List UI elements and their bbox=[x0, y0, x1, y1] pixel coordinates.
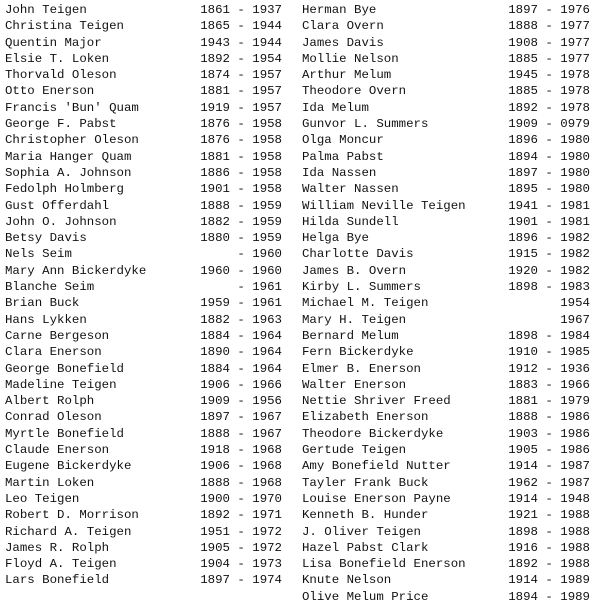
list-item bbox=[302, 279, 592, 295]
list-item bbox=[302, 83, 592, 99]
person-name: Nettie Shriver Freed bbox=[302, 394, 451, 409]
life-years: 1910 - 1985 bbox=[508, 345, 590, 360]
list-item bbox=[5, 458, 290, 474]
person-name: Fern Bickerdyke bbox=[302, 345, 414, 360]
person-name: Elmer B. Enerson bbox=[302, 361, 421, 376]
list-item bbox=[302, 328, 592, 344]
life-years: 1921 - 1988 bbox=[508, 508, 590, 523]
list-item bbox=[302, 540, 592, 556]
person-name: Walter Nassen bbox=[302, 182, 399, 197]
life-years: 1951 - 1972 bbox=[200, 524, 282, 539]
list-item bbox=[302, 230, 592, 246]
list-item bbox=[5, 2, 290, 18]
person-name: Quentin Major bbox=[5, 35, 102, 50]
person-name: Gertude Teigen bbox=[302, 443, 407, 458]
life-years: 1914 - 1989 bbox=[508, 573, 590, 588]
list-item bbox=[302, 67, 592, 83]
life-years: 1941 - 1981 bbox=[508, 198, 590, 213]
list-item bbox=[5, 409, 290, 425]
life-years: 1898 - 1983 bbox=[508, 280, 590, 295]
list-item bbox=[302, 409, 592, 425]
person-name: Theodore Overn bbox=[302, 84, 407, 99]
list-item bbox=[302, 458, 592, 474]
person-name: Ida Melum bbox=[302, 100, 369, 115]
list-item bbox=[5, 149, 290, 165]
person-name: Maria Hanger Quam bbox=[5, 149, 132, 164]
life-years: 1901 - 1958 bbox=[200, 182, 282, 197]
list-item bbox=[302, 377, 592, 393]
person-name: Hazel Pabst Clark bbox=[302, 540, 429, 555]
life-years: 1954 bbox=[560, 296, 590, 311]
person-name: Herman Bye bbox=[302, 3, 377, 17]
list-item bbox=[5, 442, 290, 458]
life-years: 1892 - 1954 bbox=[200, 51, 282, 66]
list-item bbox=[302, 181, 592, 197]
life-years: 1888 - 1967 bbox=[200, 426, 282, 441]
list-item bbox=[5, 230, 290, 246]
person-name: Carne Bergeson bbox=[5, 328, 110, 343]
life-years: 1892 - 1971 bbox=[200, 508, 282, 523]
list-item bbox=[302, 295, 592, 311]
list-item bbox=[302, 100, 592, 116]
life-years: 1898 - 1988 bbox=[508, 524, 590, 539]
list-item bbox=[5, 361, 290, 377]
person-name: Lars Bonefield bbox=[5, 573, 110, 588]
list-item bbox=[5, 540, 290, 556]
person-name: Floyd A. Teigen bbox=[5, 557, 117, 572]
life-years: 1888 - 1968 bbox=[200, 475, 282, 490]
list-item bbox=[5, 524, 290, 540]
list-item bbox=[5, 35, 290, 51]
life-years: 1888 - 1959 bbox=[200, 198, 282, 213]
list-item bbox=[302, 2, 592, 18]
life-years: 1903 - 1986 bbox=[508, 426, 590, 441]
person-name: Betsy Davis bbox=[5, 231, 87, 246]
person-name: Charlotte Davis bbox=[302, 247, 414, 262]
list-item bbox=[302, 344, 592, 360]
life-years: 1885 - 1978 bbox=[508, 84, 590, 99]
life-years: 1881 - 1957 bbox=[200, 84, 282, 99]
life-years: 1915 - 1982 bbox=[508, 247, 590, 262]
life-years: 1888 - 1986 bbox=[508, 410, 590, 425]
person-name: James R. Rolph bbox=[5, 540, 110, 555]
person-name: Lisa Bonefield Enerson bbox=[302, 557, 466, 572]
life-years: 1896 - 1982 bbox=[508, 231, 590, 246]
life-years: 1894 - 1980 bbox=[508, 149, 590, 164]
list-item bbox=[5, 83, 290, 99]
list-item bbox=[5, 279, 290, 295]
list-item bbox=[5, 556, 290, 572]
list-item bbox=[302, 35, 592, 51]
person-name: Sophia A. Johnson bbox=[5, 165, 132, 180]
person-name: Nels Seim bbox=[5, 247, 72, 262]
list-item bbox=[5, 491, 290, 507]
life-years: 1885 - 1977 bbox=[508, 51, 590, 66]
person-name: James B. Overn bbox=[302, 263, 407, 278]
life-years: 1908 - 1977 bbox=[508, 35, 590, 50]
person-name: Hans Lykken bbox=[5, 312, 87, 327]
list-item bbox=[5, 344, 290, 360]
person-name: Christina Teigen bbox=[5, 19, 124, 34]
person-name: J. Oliver Teigen bbox=[302, 524, 421, 539]
list-item bbox=[5, 246, 290, 262]
person-name: Elizabeth Enerson bbox=[302, 410, 429, 425]
person-name: Thorvald Oleson bbox=[5, 68, 117, 83]
list-item bbox=[5, 214, 290, 230]
person-name: Richard A. Teigen bbox=[5, 524, 132, 539]
person-name: Walter Enerson bbox=[302, 377, 407, 392]
list-item bbox=[302, 198, 592, 214]
person-name: Brian Buck bbox=[5, 296, 80, 311]
life-years: 1896 - 1980 bbox=[508, 133, 590, 148]
list-item bbox=[302, 214, 592, 230]
person-name: Fedolph Holmberg bbox=[5, 182, 124, 197]
life-years: 1865 - 1944 bbox=[200, 19, 282, 34]
life-years: 1960 - 1960 bbox=[200, 263, 282, 278]
life-years: 1945 - 1978 bbox=[508, 68, 590, 83]
list-item bbox=[5, 328, 290, 344]
life-years: - 1961 bbox=[237, 280, 282, 295]
person-name: Olive Melum Price bbox=[302, 589, 429, 604]
life-years: 1874 - 1957 bbox=[200, 68, 282, 83]
list-item bbox=[302, 589, 592, 605]
person-name: Kirby L. Summers bbox=[302, 280, 421, 295]
person-name: Conrad Oleson bbox=[5, 410, 102, 425]
life-years: 1882 - 1963 bbox=[200, 312, 282, 327]
list-item bbox=[5, 67, 290, 83]
life-years: 1904 - 1973 bbox=[200, 557, 282, 572]
life-years: 1918 - 1968 bbox=[200, 443, 282, 458]
life-years: 1894 - 1989 bbox=[508, 589, 590, 604]
list-item bbox=[5, 426, 290, 442]
person-name: John O. Johnson bbox=[5, 214, 117, 229]
person-name: Hilda Sundell bbox=[302, 214, 399, 229]
life-years: 1919 - 1957 bbox=[200, 100, 282, 115]
list-item bbox=[302, 361, 592, 377]
person-name: Leo Teigen bbox=[5, 491, 80, 506]
person-name: Mary Ann Bickerdyke bbox=[5, 263, 147, 278]
person-name: Clara Enerson bbox=[5, 345, 102, 360]
person-name: Knute Nelson bbox=[302, 573, 392, 588]
list-item bbox=[302, 149, 592, 165]
list-item bbox=[5, 116, 290, 132]
list-item bbox=[302, 556, 592, 572]
life-years: 1881 - 1958 bbox=[200, 149, 282, 164]
person-name: Arthur Melum bbox=[302, 68, 392, 83]
life-years: 1909 - 0979 bbox=[508, 117, 590, 132]
person-name: Amy Bonefield Nutter bbox=[302, 459, 451, 474]
life-years: 1886 - 1958 bbox=[200, 165, 282, 180]
person-name: Olga Moncur bbox=[302, 133, 384, 148]
list-item bbox=[5, 312, 290, 328]
person-name: Gunvor L. Summers bbox=[302, 117, 429, 132]
person-name: Albert Rolph bbox=[5, 394, 95, 409]
life-years: 1909 - 1956 bbox=[200, 394, 282, 409]
life-years: 1890 - 1964 bbox=[200, 345, 282, 360]
list-item bbox=[302, 442, 592, 458]
person-name: Gust Offerdahl bbox=[5, 198, 110, 213]
life-years: 1920 - 1982 bbox=[508, 263, 590, 278]
list-item bbox=[5, 100, 290, 116]
life-years: 1905 - 1972 bbox=[200, 540, 282, 555]
list-item bbox=[5, 475, 290, 491]
life-years: 1884 - 1964 bbox=[200, 328, 282, 343]
life-years: 1861 - 1937 bbox=[200, 3, 282, 17]
list-item bbox=[302, 165, 592, 181]
list-item bbox=[5, 51, 290, 67]
person-name: Christopher Oleson bbox=[5, 133, 139, 148]
list-item bbox=[5, 198, 290, 214]
list-item bbox=[5, 165, 290, 181]
life-years: 1943 - 1944 bbox=[200, 35, 282, 50]
person-name: Bernard Melum bbox=[302, 328, 399, 343]
life-years: 1882 - 1959 bbox=[200, 214, 282, 229]
person-name: Palma Pabst bbox=[302, 149, 384, 164]
life-years: 1905 - 1986 bbox=[508, 443, 590, 458]
list-item bbox=[302, 524, 592, 540]
list-item bbox=[302, 312, 592, 328]
life-years: 1914 - 1948 bbox=[508, 491, 590, 506]
person-name: Michael M. Teigen bbox=[302, 296, 429, 311]
life-years: 1916 - 1988 bbox=[508, 540, 590, 555]
person-name: Louise Enerson Payne bbox=[302, 491, 451, 506]
person-name: George F. Pabst bbox=[5, 117, 117, 132]
life-years: 1898 - 1984 bbox=[508, 328, 590, 343]
list-item bbox=[5, 132, 290, 148]
list-item bbox=[302, 507, 592, 523]
list-item bbox=[302, 572, 592, 588]
person-name: Helga Bye bbox=[302, 231, 369, 246]
person-name: Theodore Bickerdyke bbox=[302, 426, 444, 441]
life-years: 1900 - 1970 bbox=[200, 491, 282, 506]
list-item bbox=[5, 181, 290, 197]
list-item bbox=[302, 393, 592, 409]
life-years: 1880 - 1959 bbox=[200, 231, 282, 246]
life-years: - 1960 bbox=[237, 247, 282, 262]
person-name: Blanche Seim bbox=[5, 280, 95, 295]
life-years: 1912 - 1936 bbox=[508, 361, 590, 376]
life-years: 1897 - 1967 bbox=[200, 410, 282, 425]
list-item bbox=[302, 475, 592, 491]
list-item bbox=[302, 246, 592, 262]
life-years: 1897 - 1980 bbox=[508, 165, 590, 180]
list-item bbox=[302, 18, 592, 34]
list-item bbox=[5, 507, 290, 523]
person-name: George Bonefield bbox=[5, 361, 124, 376]
person-name: William Neville Teigen bbox=[302, 198, 466, 213]
life-years: 1883 - 1966 bbox=[508, 377, 590, 392]
list-item bbox=[5, 393, 290, 409]
life-years: 1906 - 1968 bbox=[200, 459, 282, 474]
life-years: 1906 - 1966 bbox=[200, 377, 282, 392]
person-name: Martin Loken bbox=[5, 475, 95, 490]
list-item bbox=[5, 572, 290, 588]
life-years: 1892 - 1978 bbox=[508, 100, 590, 115]
list-item bbox=[302, 491, 592, 507]
left-column bbox=[5, 2, 290, 589]
life-years: 1914 - 1987 bbox=[508, 459, 590, 474]
list-item bbox=[5, 377, 290, 393]
list-item bbox=[302, 51, 592, 67]
person-name: Otto Enerson bbox=[5, 84, 95, 99]
person-name: Ida Nassen bbox=[302, 165, 377, 180]
person-name: Robert D. Morrison bbox=[5, 508, 139, 523]
list-item bbox=[302, 116, 592, 132]
list-item bbox=[302, 132, 592, 148]
life-years: 1959 - 1961 bbox=[200, 296, 282, 311]
list-item bbox=[5, 295, 290, 311]
person-name: John Teigen bbox=[5, 3, 87, 17]
person-name: James Davis bbox=[302, 35, 384, 50]
list-item bbox=[5, 18, 290, 34]
life-years: 1884 - 1964 bbox=[200, 361, 282, 376]
person-name: Clara Overn bbox=[302, 19, 384, 34]
person-name: Claude Enerson bbox=[5, 443, 110, 458]
person-name: Mary H. Teigen bbox=[302, 312, 407, 327]
person-name: Kenneth B. Hunder bbox=[302, 508, 429, 523]
life-years: 1888 - 1977 bbox=[508, 19, 590, 34]
life-years: 1876 - 1958 bbox=[200, 117, 282, 132]
right-column bbox=[302, 2, 592, 605]
list-item bbox=[302, 263, 592, 279]
person-name: Tayler Frank Buck bbox=[302, 475, 429, 490]
person-name: Mollie Nelson bbox=[302, 51, 399, 66]
person-name: Myrtle Bonefield bbox=[5, 426, 124, 441]
life-years: 1901 - 1981 bbox=[508, 214, 590, 229]
life-years: 1895 - 1980 bbox=[508, 182, 590, 197]
life-years: 1962 - 1987 bbox=[508, 475, 590, 490]
life-years: 1897 - 1974 bbox=[200, 573, 282, 588]
life-years: 1881 - 1979 bbox=[508, 394, 590, 409]
life-years: 1876 - 1958 bbox=[200, 133, 282, 148]
person-name: Eugene Bickerdyke bbox=[5, 459, 132, 474]
list-item bbox=[302, 426, 592, 442]
person-name: Elsie T. Loken bbox=[5, 51, 110, 66]
person-name: Francis 'Bun' Quam bbox=[5, 100, 139, 115]
life-years: 1967 bbox=[560, 312, 590, 327]
life-years: 1897 - 1976 bbox=[508, 3, 590, 17]
life-years: 1892 - 1988 bbox=[508, 557, 590, 572]
person-name: Madeline Teigen bbox=[5, 377, 117, 392]
list-item bbox=[5, 263, 290, 279]
